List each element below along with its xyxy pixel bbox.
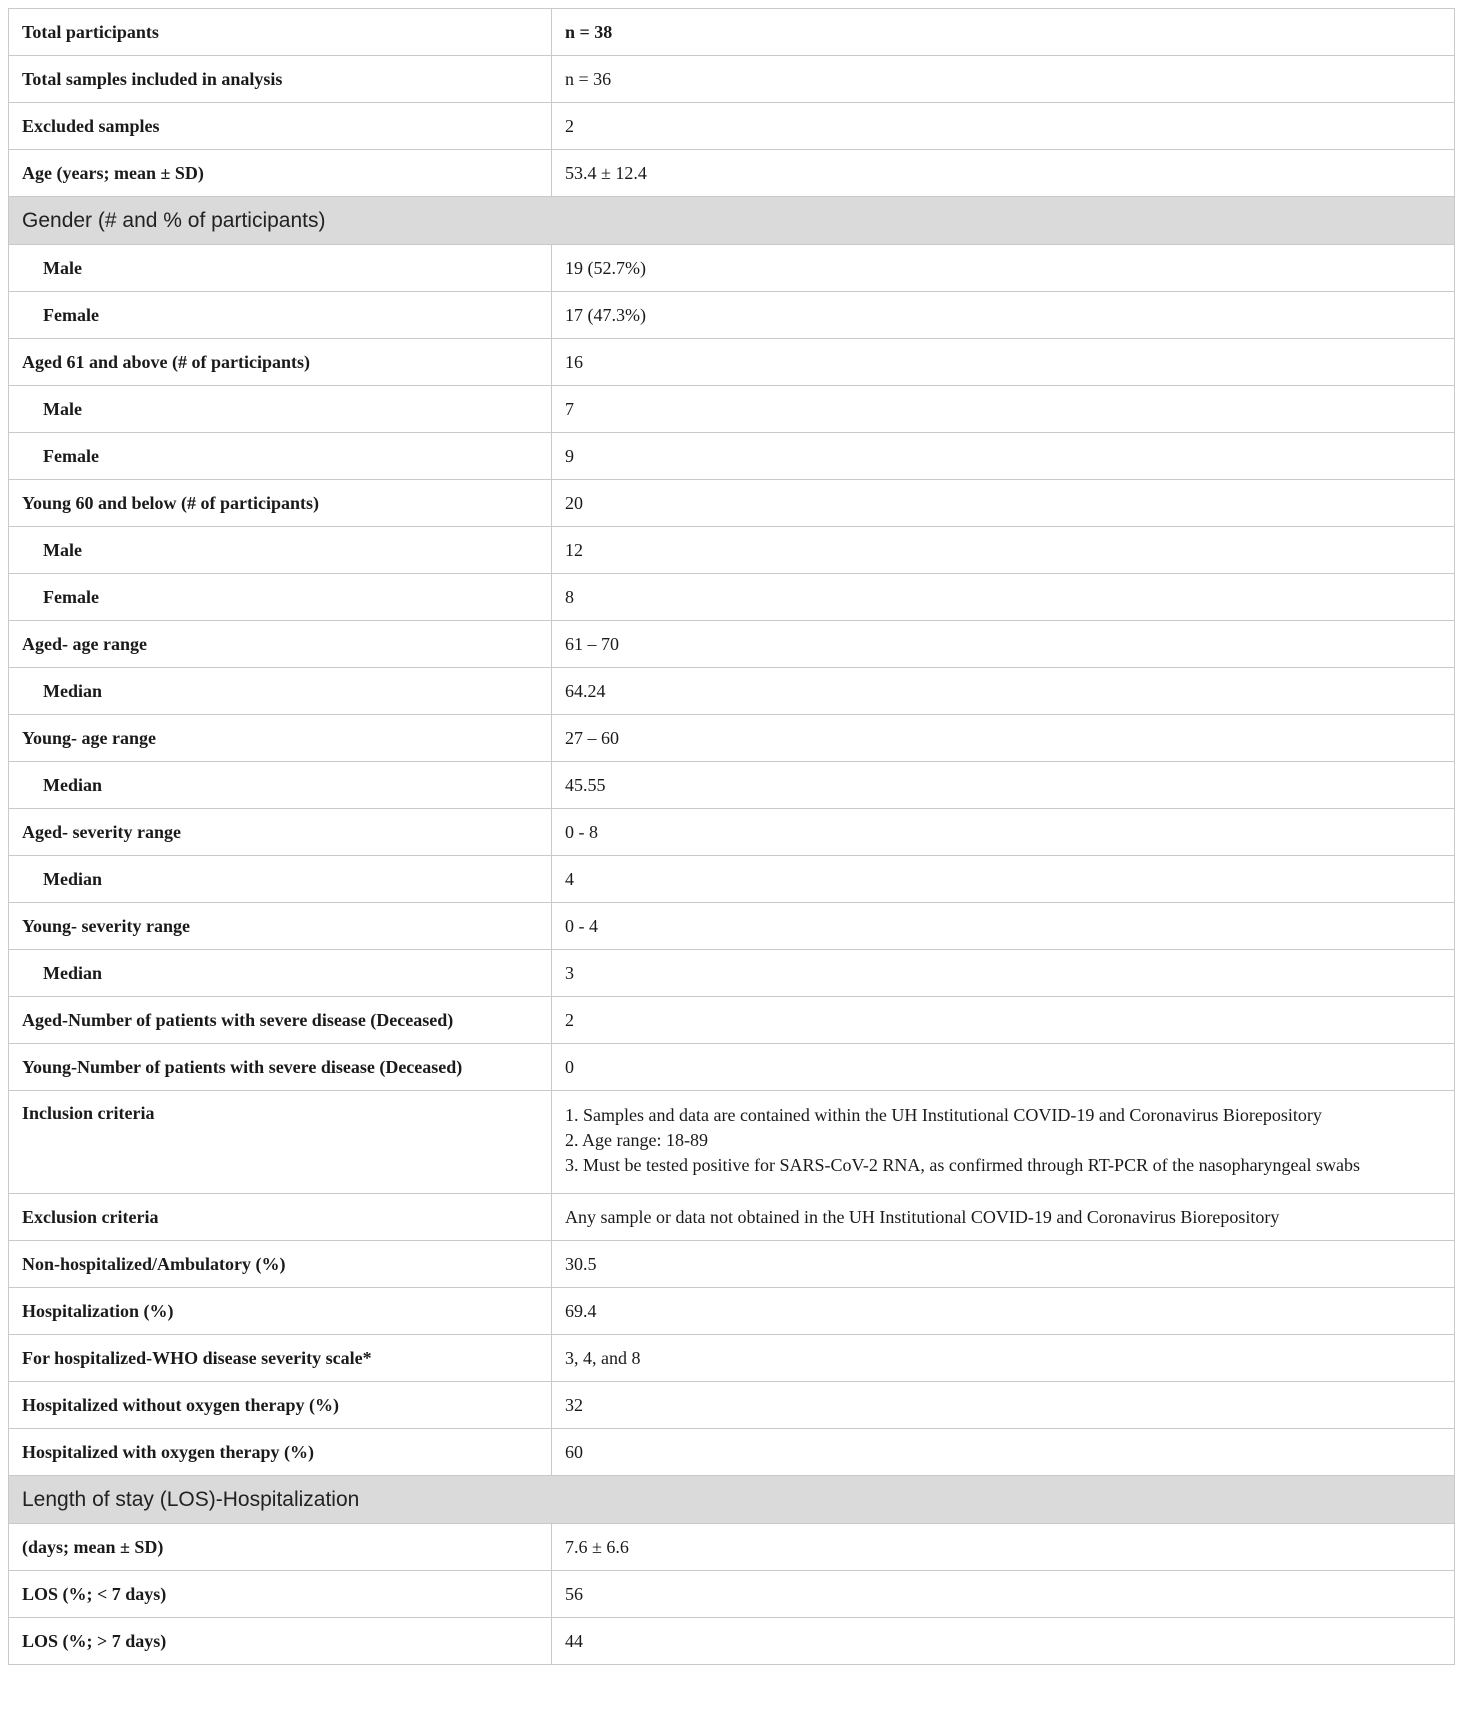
row-value: 61 – 70 (552, 621, 1455, 668)
section-header-gender: Gender (# and % of participants) (9, 197, 1455, 245)
table-row (9, 1571, 1455, 1618)
table-row (9, 527, 1455, 574)
row-label: Median (9, 856, 552, 903)
section-header-row (9, 1476, 1455, 1524)
row-value: 27 – 60 (552, 715, 1455, 762)
row-label: Male (9, 245, 552, 292)
table-row (9, 1288, 1455, 1335)
row-label: Female (9, 292, 552, 339)
row-value: 20 (552, 480, 1455, 527)
table-row (9, 1382, 1455, 1429)
table-row (9, 103, 1455, 150)
table-row (9, 339, 1455, 386)
row-value: 9 (552, 433, 1455, 480)
table-row (9, 9, 1455, 56)
row-value: n = 36 (552, 56, 1455, 103)
row-value: 69.4 (552, 1288, 1455, 1335)
row-value: 45.55 (552, 762, 1455, 809)
table-row (9, 386, 1455, 433)
row-label: Total participants (9, 9, 552, 56)
criteria-line: 1. Samples and data are contained within the UH Institutional COVID-19 and Coronavirus Biorepository (565, 1105, 1322, 1125)
row-value: 2 (552, 997, 1455, 1044)
row-label: LOS (%; < 7 days) (9, 1571, 552, 1618)
row-value: 2 (552, 103, 1455, 150)
row-label: For hospitalized-WHO disease severity scale* (9, 1335, 552, 1382)
table-row (9, 809, 1455, 856)
row-label: Total samples included in analysis (9, 56, 552, 103)
row-value: 56 (552, 1571, 1455, 1618)
table-row-inclusion-criteria (9, 1091, 1455, 1194)
row-value: 3 (552, 950, 1455, 997)
row-label: Young- age range (9, 715, 552, 762)
row-label: (days; mean ± SD) (9, 1524, 552, 1571)
row-label: Young-Number of patients with severe disease (Deceased) (9, 1044, 552, 1091)
row-value: 44 (552, 1618, 1455, 1665)
table-row (9, 1429, 1455, 1476)
table-row (9, 480, 1455, 527)
row-value: 53.4 ± 12.4 (552, 150, 1455, 197)
row-label: Non-hospitalized/Ambulatory (%) (9, 1241, 552, 1288)
row-value: 16 (552, 339, 1455, 386)
table-row (9, 1194, 1455, 1241)
table-row (9, 903, 1455, 950)
row-label: Median (9, 950, 552, 997)
row-label: Female (9, 574, 552, 621)
row-value: 19 (52.7%) (552, 245, 1455, 292)
row-value: 0 (552, 1044, 1455, 1091)
row-label: LOS (%; > 7 days) (9, 1618, 552, 1665)
row-value: 8 (552, 574, 1455, 621)
table-row (9, 574, 1455, 621)
table-row (9, 1044, 1455, 1091)
row-value: 7 (552, 386, 1455, 433)
row-label: Aged 61 and above (# of participants) (9, 339, 552, 386)
row-label: Young- severity range (9, 903, 552, 950)
row-label: Aged- severity range (9, 809, 552, 856)
table-row (9, 56, 1455, 103)
section-header-length-of-stay: Length of stay (LOS)-Hospitalization (9, 1476, 1455, 1524)
row-label: Male (9, 527, 552, 574)
table-row (9, 856, 1455, 903)
row-value: 0 - 8 (552, 809, 1455, 856)
table-row (9, 1524, 1455, 1571)
table-row (9, 1618, 1455, 1665)
row-value: Any sample or data not obtained in the UH Institutional COVID-19 and Coronavirus Biorepository (552, 1194, 1455, 1241)
participant-characteristics-table (8, 8, 1455, 1665)
row-value: 12 (552, 527, 1455, 574)
row-value: 17 (47.3%) (552, 292, 1455, 339)
row-label: Aged- age range (9, 621, 552, 668)
row-label: Hospitalized without oxygen therapy (%) (9, 1382, 552, 1429)
inclusion-criteria-list (552, 1091, 1455, 1194)
row-label: Inclusion criteria (9, 1091, 552, 1194)
row-label: Hospitalization (%) (9, 1288, 552, 1335)
row-label: Median (9, 668, 552, 715)
table-row (9, 997, 1455, 1044)
row-label: Female (9, 433, 552, 480)
table-row (9, 1241, 1455, 1288)
row-label: Male (9, 386, 552, 433)
row-value: 32 (552, 1382, 1455, 1429)
row-value: 30.5 (552, 1241, 1455, 1288)
table-row (9, 762, 1455, 809)
table-row (9, 1335, 1455, 1382)
table-row (9, 433, 1455, 480)
row-value: 0 - 4 (552, 903, 1455, 950)
row-label: Aged-Number of patients with severe disease (Deceased) (9, 997, 552, 1044)
row-value: 64.24 (552, 668, 1455, 715)
criteria-line: 3. Must be tested positive for SARS-CoV-2 RNA, as confirmed through RT-PCR of the nasopharyngeal swabs (565, 1155, 1361, 1175)
criteria-line: 2. Age range: 18-89 (565, 1130, 708, 1150)
row-value: 3, 4, and 8 (552, 1335, 1455, 1382)
row-label: Hospitalized with oxygen therapy (%) (9, 1429, 552, 1476)
table-row (9, 150, 1455, 197)
table-row (9, 668, 1455, 715)
table-row (9, 950, 1455, 997)
table-row (9, 621, 1455, 668)
row-label: Median (9, 762, 552, 809)
table-row (9, 292, 1455, 339)
row-label: Age (years; mean ± SD) (9, 150, 552, 197)
row-value: 60 (552, 1429, 1455, 1476)
row-label: Exclusion criteria (9, 1194, 552, 1241)
row-value: 4 (552, 856, 1455, 903)
table-row (9, 245, 1455, 292)
row-value: n = 38 (552, 9, 1455, 56)
section-header-row (9, 197, 1455, 245)
row-value: 7.6 ± 6.6 (552, 1524, 1455, 1571)
row-label: Young 60 and below (# of participants) (9, 480, 552, 527)
table-row (9, 715, 1455, 762)
row-label: Excluded samples (9, 103, 552, 150)
